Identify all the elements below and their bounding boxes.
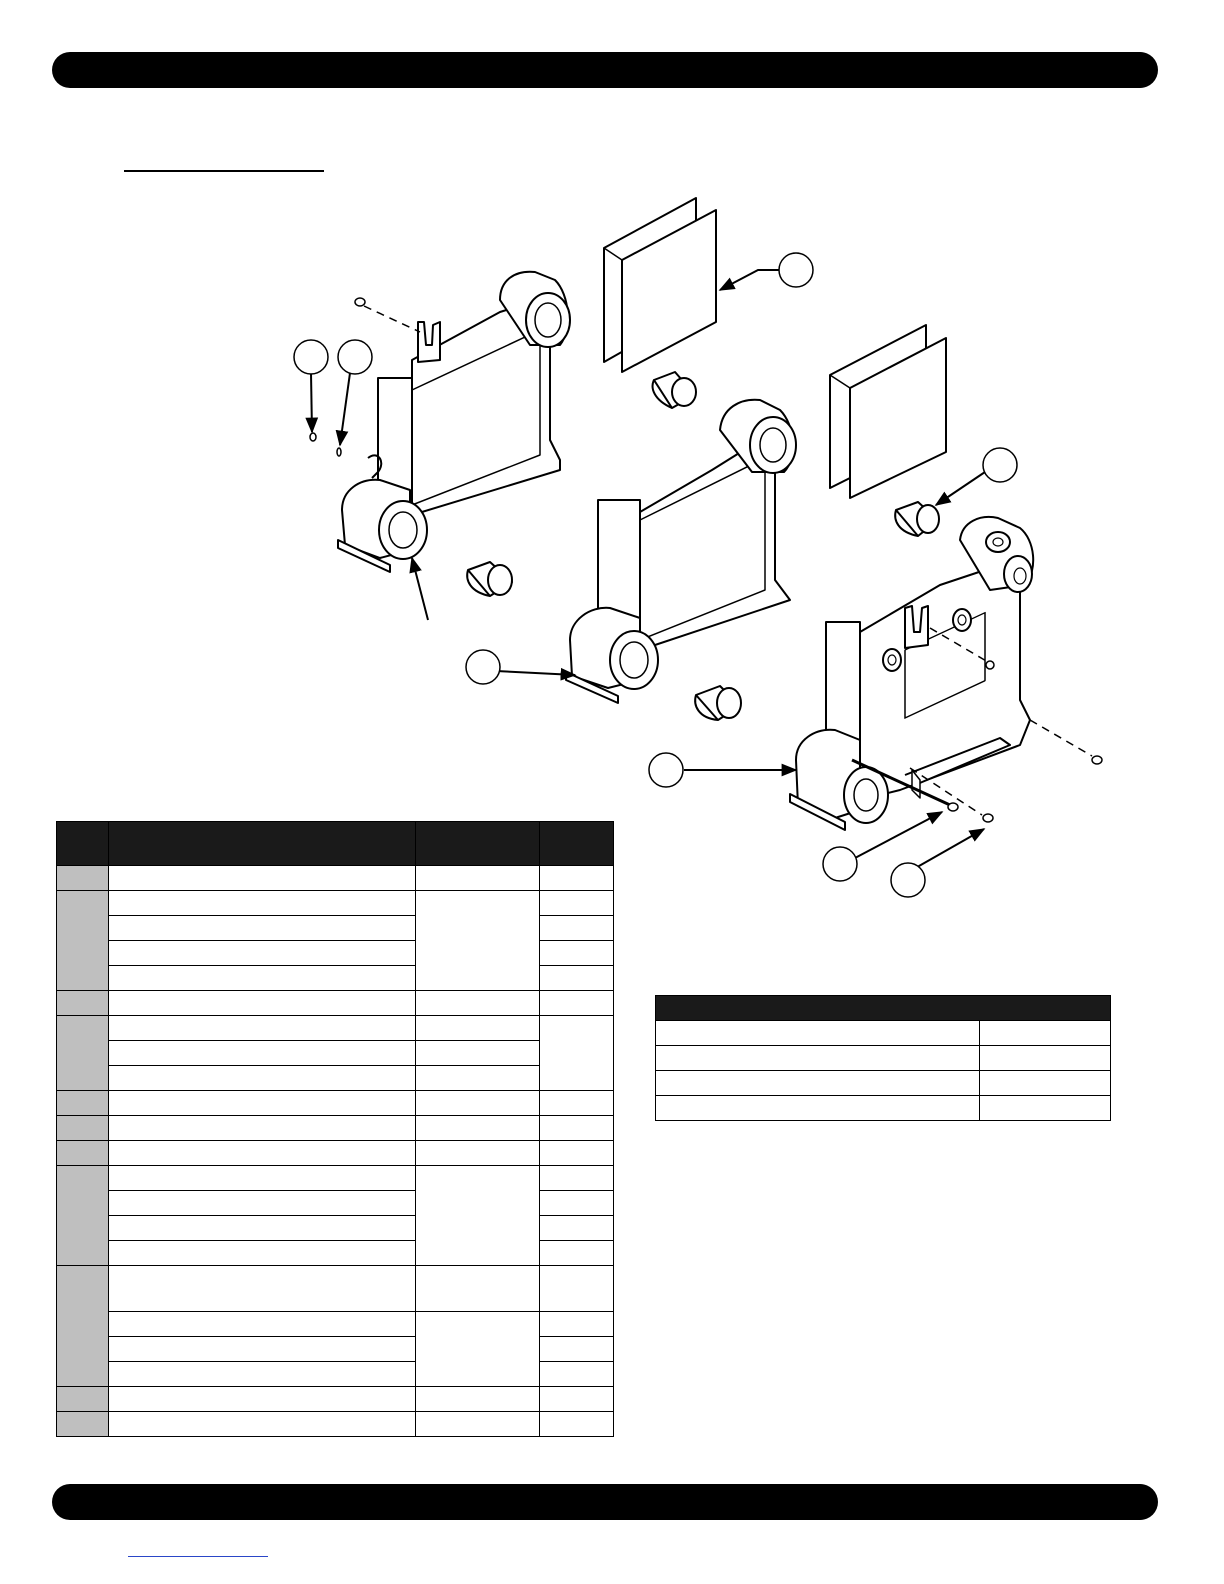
table-row: [57, 1312, 614, 1337]
parts-table: [56, 821, 614, 1437]
table-row: [656, 1021, 1111, 1046]
bushing-4: [895, 502, 939, 536]
parts-table-header-row: [57, 822, 614, 866]
table-row: [656, 1096, 1111, 1121]
left-frame-part: [338, 272, 570, 572]
table-row: [57, 866, 614, 891]
callout-balloon-5: [466, 650, 500, 684]
callout-balloon-3: [338, 340, 372, 374]
callout-balloon-1: [779, 253, 813, 287]
bushing-1: [653, 372, 696, 408]
table-row: [57, 1266, 614, 1312]
table-row: [57, 891, 614, 916]
table-row: [57, 1066, 614, 1091]
specification-header: [656, 996, 1111, 1021]
callout-balloon-7: [823, 847, 857, 881]
header-description: [108, 822, 415, 866]
bushing-3: [695, 686, 741, 720]
insulation-panel-upper: [604, 198, 716, 372]
callout-balloon-6: [649, 753, 683, 787]
table-row: [57, 1141, 614, 1166]
table-row: [57, 991, 614, 1016]
header-part-number: [416, 822, 540, 866]
specification-table: [655, 995, 1111, 1121]
insulation-panel-lower: [830, 325, 946, 498]
callout-balloon-2: [294, 340, 328, 374]
bushing-2: [467, 562, 512, 596]
callout-balloon-8: [891, 863, 925, 897]
footer-bar: [52, 1484, 1158, 1520]
table-row: [656, 1071, 1111, 1096]
table-row: [57, 1041, 614, 1066]
specification-table-header-row: [656, 996, 1111, 1021]
footer-link-underline[interactable]: [128, 1556, 268, 1557]
table-row: [57, 1016, 614, 1041]
table-row: [57, 1116, 614, 1141]
table-row: [656, 1046, 1111, 1071]
table-row: [57, 1166, 614, 1191]
header-quantity: [540, 822, 614, 866]
table-row: [57, 1412, 614, 1437]
right-frame-part: [790, 517, 1033, 830]
header-key: [57, 822, 109, 866]
table-row: [57, 1091, 614, 1116]
middle-frame-part: [566, 400, 796, 703]
table-row: [57, 1387, 614, 1412]
callout-balloon-4: [983, 448, 1017, 482]
